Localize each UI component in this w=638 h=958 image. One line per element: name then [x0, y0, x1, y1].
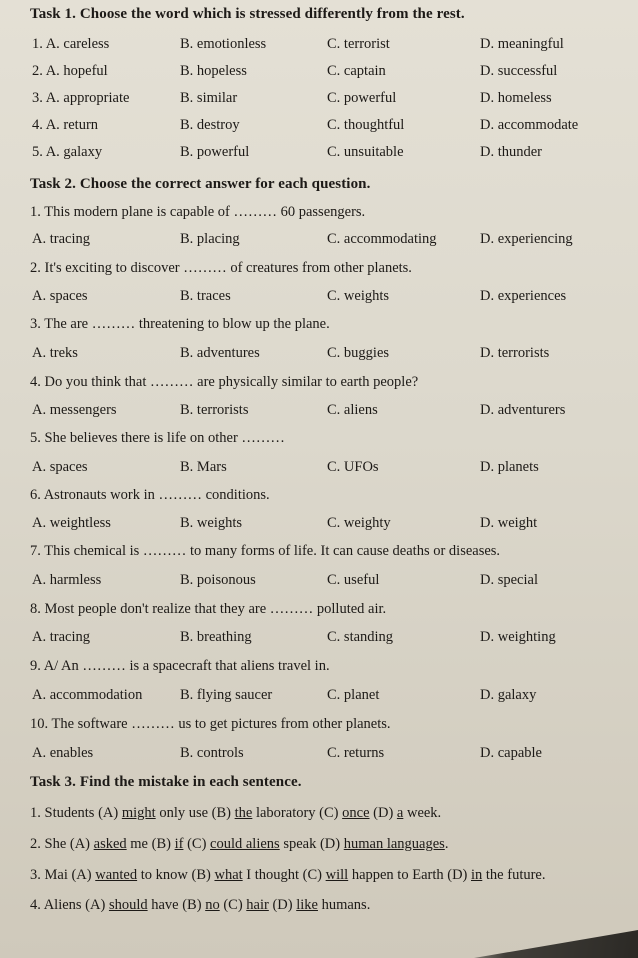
task1-option-c: C. terrorist: [327, 36, 390, 52]
answer-option-a: A. spaces: [32, 288, 88, 304]
sentence-text: humans.: [317, 897, 371, 913]
task1-option-c: C. captain: [327, 63, 386, 79]
sentence-text: the future.: [482, 867, 546, 883]
answer-option-b: B. weights: [180, 515, 243, 531]
task3-heading: Task 3. Find the mistake in each sentence.: [30, 774, 302, 790]
task1-option-a: 3. A. appropriate: [32, 90, 130, 106]
underlined-option-d: in: [471, 867, 483, 883]
sentence-text: week.: [403, 805, 442, 821]
answer-option-b: B. adventures: [180, 345, 260, 361]
answer-option-d: D. galaxy: [480, 687, 537, 703]
underlined-option-a: should: [108, 897, 148, 913]
question-text: 10. The software ……… us to get pictures from other planets.: [30, 716, 391, 732]
question-text: 1. This modern plane is capable of ……… 60 passengers.: [30, 204, 366, 220]
photo-shadow: [438, 930, 638, 958]
answer-option-b: B. placing: [180, 231, 240, 247]
task1-option-c: C. thoughtful: [327, 117, 405, 133]
answer-option-a: A. treks: [32, 345, 78, 361]
task1-option-a: 5. A. galaxy: [32, 144, 103, 160]
sentence-text: speak (D): [279, 836, 344, 852]
answer-option-a: A. tracing: [32, 629, 90, 645]
sentence-text: .: [444, 836, 449, 852]
task1-option-a: 1. A. careless: [32, 36, 110, 52]
sentence-text: have (B): [147, 897, 206, 913]
task1-option-d: D. thunder: [480, 144, 543, 160]
sentence-text: 4. Aliens (A): [30, 897, 109, 913]
question-text: 9. A/ An ……… is a spacecraft that aliens travel in.: [30, 658, 330, 674]
task1-option-c: C. powerful: [327, 90, 397, 106]
answer-option-a: A. harmless: [32, 572, 102, 588]
underlined-option-d: human languages: [343, 836, 445, 852]
answer-option-c: C. planet: [327, 687, 380, 703]
question-text: 6. Astronauts work in ……… conditions.: [30, 487, 270, 503]
underlined-option-c: will: [325, 867, 349, 883]
answer-option-d: D. weighting: [480, 629, 556, 645]
task1-option-b: B. emotionless: [180, 36, 267, 52]
answer-option-d: D. experiences: [480, 288, 567, 304]
question-text: 8. Most people don't realize that they are ……… polluted air.: [30, 601, 387, 617]
sentence-text: only use (B): [155, 805, 235, 821]
task1-option-d: D. meaningful: [480, 36, 564, 52]
sentence-text: 1. Students (A): [30, 805, 122, 821]
answer-option-d: D. special: [480, 572, 538, 588]
task2-heading: Task 2. Choose the correct answer for each question.: [30, 176, 371, 192]
task1-option-a: 4. A. return: [32, 117, 99, 133]
sentence-text: 3. Mai (A): [30, 867, 96, 883]
underlined-option-a: asked: [93, 836, 127, 852]
underlined-option-c: could aliens: [210, 836, 280, 852]
answer-option-c: C. accommodating: [327, 231, 437, 247]
underlined-option-c: once: [342, 805, 370, 821]
answer-option-b: B. poisonous: [180, 572, 256, 588]
sentence-text: laboratory (C): [252, 805, 343, 821]
task1-option-a: 2. A. hopeful: [32, 63, 108, 79]
answer-option-b: B. controls: [180, 745, 244, 761]
answer-option-c: C. buggies: [327, 345, 390, 361]
sentence-text: to know (B): [137, 867, 215, 883]
task1-option-b: B. destroy: [180, 117, 240, 133]
mistake-sentence: [30, 867, 546, 884]
sentence-text: (C): [183, 836, 211, 852]
answer-option-b: B. traces: [180, 288, 231, 304]
task1-option-c: C. unsuitable: [327, 144, 404, 160]
answer-option-a: A. tracing: [32, 231, 90, 247]
mistake-sentence: [30, 897, 370, 914]
answer-option-a: A. accommodation: [32, 687, 143, 703]
mistake-sentence: [30, 836, 448, 853]
answer-option-a: A. spaces: [32, 459, 88, 475]
underlined-option-a: might: [121, 805, 156, 821]
answer-option-d: D. weight: [480, 515, 538, 531]
answer-option-d: D. terrorists: [480, 345, 550, 361]
answer-option-b: B. Mars: [180, 459, 227, 475]
answer-option-c: C. returns: [327, 745, 385, 761]
underlined-option-b: what: [214, 867, 243, 883]
underlined-option-b: if: [174, 836, 184, 852]
answer-option-a: A. messengers: [32, 402, 117, 418]
sentence-text: (C): [219, 897, 247, 913]
sentence-text: me (B): [126, 836, 175, 852]
underlined-option-b: no: [205, 897, 220, 913]
sentence-text: (D): [369, 805, 397, 821]
sentence-text: happen to Earth (D): [348, 867, 471, 883]
answer-option-d: D. planets: [480, 459, 539, 475]
sentence-text: 2. She (A): [30, 836, 94, 852]
task1-option-d: D. homeless: [480, 90, 552, 106]
answer-option-c: C. standing: [327, 629, 394, 645]
question-text: 4. Do you think that ……… are physically similar to earth people?: [30, 374, 419, 390]
sentence-text: (D): [268, 897, 297, 913]
answer-option-c: C. weights: [327, 288, 390, 304]
question-text: 5. She believes there is life on other ………: [30, 430, 285, 446]
task1-option-d: D. accommodate: [480, 117, 579, 133]
answer-option-c: C. aliens: [327, 402, 378, 418]
task1-option-d: D. successful: [480, 63, 558, 79]
question-text: 3. The are ……… threatening to blow up the plane.: [30, 316, 330, 332]
underlined-option-a: wanted: [95, 867, 138, 883]
answer-option-d: D. adventurers: [480, 402, 566, 418]
sentence-text: I thought (C): [242, 867, 326, 883]
underlined-option-c: hair: [246, 897, 269, 913]
answer-option-b: B. flying saucer: [180, 687, 273, 703]
task1-option-b: B. hopeless: [180, 63, 247, 79]
question-text: 2. It's exciting to discover ……… of creatures from other planets.: [30, 260, 412, 276]
mistake-sentence: [30, 805, 441, 822]
underlined-option-d: a: [396, 805, 404, 821]
answer-option-c: C. weighty: [327, 515, 391, 531]
task1-heading: Task 1. Choose the word which is stressed differently from the rest.: [30, 6, 465, 22]
task1-option-b: B. similar: [180, 90, 238, 106]
answer-option-d: D. capable: [480, 745, 542, 761]
answer-option-c: C. UFOs: [327, 459, 379, 475]
answer-option-a: A. enables: [32, 745, 94, 761]
underlined-option-d: like: [296, 897, 318, 913]
answer-option-b: B. terrorists: [180, 402, 249, 418]
answer-option-d: D. experiencing: [480, 231, 573, 247]
question-text: 7. This chemical is ……… to many forms of life. It can cause deaths or diseases.: [30, 543, 501, 559]
answer-option-c: C. useful: [327, 572, 380, 588]
task1-option-b: B. powerful: [180, 144, 250, 160]
underlined-option-b: the: [234, 805, 253, 821]
answer-option-b: B. breathing: [180, 629, 252, 645]
answer-option-a: A. weightless: [32, 515, 111, 531]
